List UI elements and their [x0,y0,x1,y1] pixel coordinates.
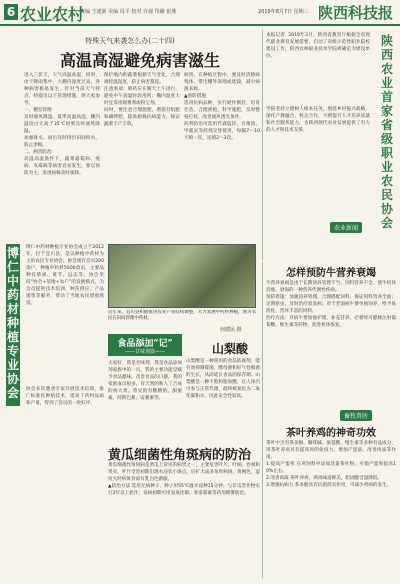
vertical-news-title: 陕西农业首家省级职业农民协会 [380,34,393,230]
article-column-3: 病害。在种植过程中，要及时清除病残体，带出棚外深埋或烧毁，减少病菌来源。 ▲预防措施 选用抗病品种，实行轮作倒茬，培育壮苗，合理密植，科学施肥，及时整枝打杈，改善通风透光条件。 药剂防治可选用代森锰锌、百菌清、甲霜灵等药剂交替使用，每隔7～10天喷一次，连喷2～3次。 [184,73,260,141]
cattle-body: 牛营养衰竭是由于长期饲养管理不当，饲料营养不全，使牛机体消瘦、衰弱的一种营养代谢性疾病。 预防措施：加强饲养管理，合理搭配饲料，保证饲料营养全面；定期驱虫，及时治疗原发病；对于老弱病牛要单独饲养，给予易消化、营养丰富的饲料。 治疗方法：对病牛要加强护理，补充营养，必要时可静脉注射葡萄糖、维生素等药物，促进机体恢复。 [266,281,396,328]
association-title: 博仁中药材种植专业协会 [6,244,20,406]
photo-credit: 何建民 摄 [220,327,242,333]
cucumber-title: 黄瓜细菌性角斑病的防治 [108,448,252,463]
sorbic-body: 山梨酸是一种常用的食品防腐剂，能有效抑制霉菌、酵母菌和好气性细菌的生长，从而延长食品的保存期。山梨酸是一种不饱和脂肪酸，在人体内可参与正常代谢，最终被氧化为二氧化碳和水，因此安全性较高。 [186,359,260,399]
section-tag-agri-news: 农业新闻 [330,222,362,233]
sorbic-title: 山梨酸 [212,342,249,356]
tea-chicken-body: 茶叶中含有茶多酚、咖啡碱、氨基酸、维生素等多种有益成分，用茶叶养鸡具有提高鸡的免疫力、增加产蛋量、改善肉质等作用。 1.提高产蛋率 在鸡饲料中添加适量茶叶粉，可使产蛋率提高10%左右。 2.改善肉质 茶叶养鸡，鸡肉味道鲜美，胆固醇含量降低。 3.增强抗病力 茶多酚具有抗菌消炎作用，可减少鸡病的发生。 [266,441,396,488]
masthead: 陕西科技报 [318,4,394,22]
news-body: 学院坚持立德树人根本任务，围绕乡村振兴战略，深化产教融合、校企合作，不断提升人才培养质量和社会服务能力，为陕西现代农业发展提供了有力的人才和技术支撑。 [266,107,370,133]
page-header [0,0,400,26]
column-divider [262,30,263,260]
tea-chicken-title: 茶叶养鸡的神奇功效 [286,428,376,439]
food-additive-body: 大家好，我是甘味剂。我是食品添加剂家族中的一员，我的主要功能是赋予食品甜味，改善食品的口感。我的家族成员很多，有天然的和人工合成的两大类。常见的有糖精钠、甜蜜素、阿斯巴甜、安赛蜜等。 [108,361,182,401]
section-title: 农业农村 [20,5,85,24]
article-title: 高温高湿避免病害滋生 [59,51,220,70]
section-tag-livestock: 畜牧兽医 [340,410,372,421]
food-additive-subtitle: ——甘味剂篇—— [124,349,165,355]
cattle-title: 怎样预防牛营养衰竭 [286,268,376,279]
right-divider [262,262,263,578]
article-column-2: 保护地内的蔬菜根据天气变化，合理调控温湿度，防止病害蔓延。 注意事项：喷药应在晴天上午进行，避免中午高温时段用药；棚内湿度大时宜采用烟雾剂或粉尘剂。 同时，要注意合理施肥，增施有机肥和磷钾肥，提高植株抗病能力，保证蔬菜丰产丰收。 [104,73,180,127]
article-column-1: 进入三伏天，天气高温高湿，同时，由于降雨集中，大棚内湿度过高，各种病害极易发生。针对当前天气特点，特提出以下管理措施，供大家参考。 一、棚室管理 及时通风降湿。夏季高温高湿，棚内温度白天高于35℃时要及时通风降温。 加强排水。雨后及时排出田间积水，防止沤根。 二、病害防治 高温高湿条件下，蔬菜霜霉病、疫病、灰霉病等病害容易发生，要以预防为主，发现病株及时拔除。 [24,73,100,176]
issue-date: 2019年8月7日 星期三 [258,9,309,15]
editor-credits: 责编 王建新 美编 周平 校对 许强 印刷 崔燕 [80,9,177,15]
page-number: 6 [4,4,18,20]
news-intro: 本报记者 2019年3月，陕西省教育厅根据全省现代职业教育发展需要，启动了省级示范性职业院校建设工作，陕西农林职业技术学院被确定为建设单位。 [266,33,370,59]
association-body: 博仁中药材种植专业协会成立于2012年，位于宜川县，是以种植中药材为主的农民专业协会。协会现有会员200余户，种植中药材5000余亩，主要品种有柴胡、黄芩、远志等。协会坚持“协会+基地+农户”的发展模式，为会员提供技术培训、种苗供应、产品销售等服务，带动了当地农民增收致富。 [26,245,104,306]
photo-caption: 近年来，宜川县积极推进农业产业结构调整，大力发展中药材种植，图为农民在田间管理中药材。 [108,310,256,321]
cucumber-body: 黄瓜细菌性角斑病是黄瓜上常见的病害之一，主要危害叶片、叶柄、卷须和果实。叶片受害初期出现水浸状小斑点，后扩大成多角形病斑，黄褐色，湿度大时病斑背面有乳白色菌脓。 ▲防治方法 选用无病种子，种子用55℃温水浸种15分钟；与非瓜类作物实行2年以上轮作；发病初期可用氢氧化铜、春雷霉素等药剂喷雾防治。 [108,463,260,496]
news-photo [108,244,256,308]
food-additive-banner: 食品添加“记” [117,339,173,349]
article-kicker: 特殊天气来袭怎么办(二十四) [85,37,175,45]
association-more: 协会多次邀请专家开展技术培训，推广标准化种植技术，提高了药材品质和产量，得到了会员的一致好评。 [26,387,104,406]
